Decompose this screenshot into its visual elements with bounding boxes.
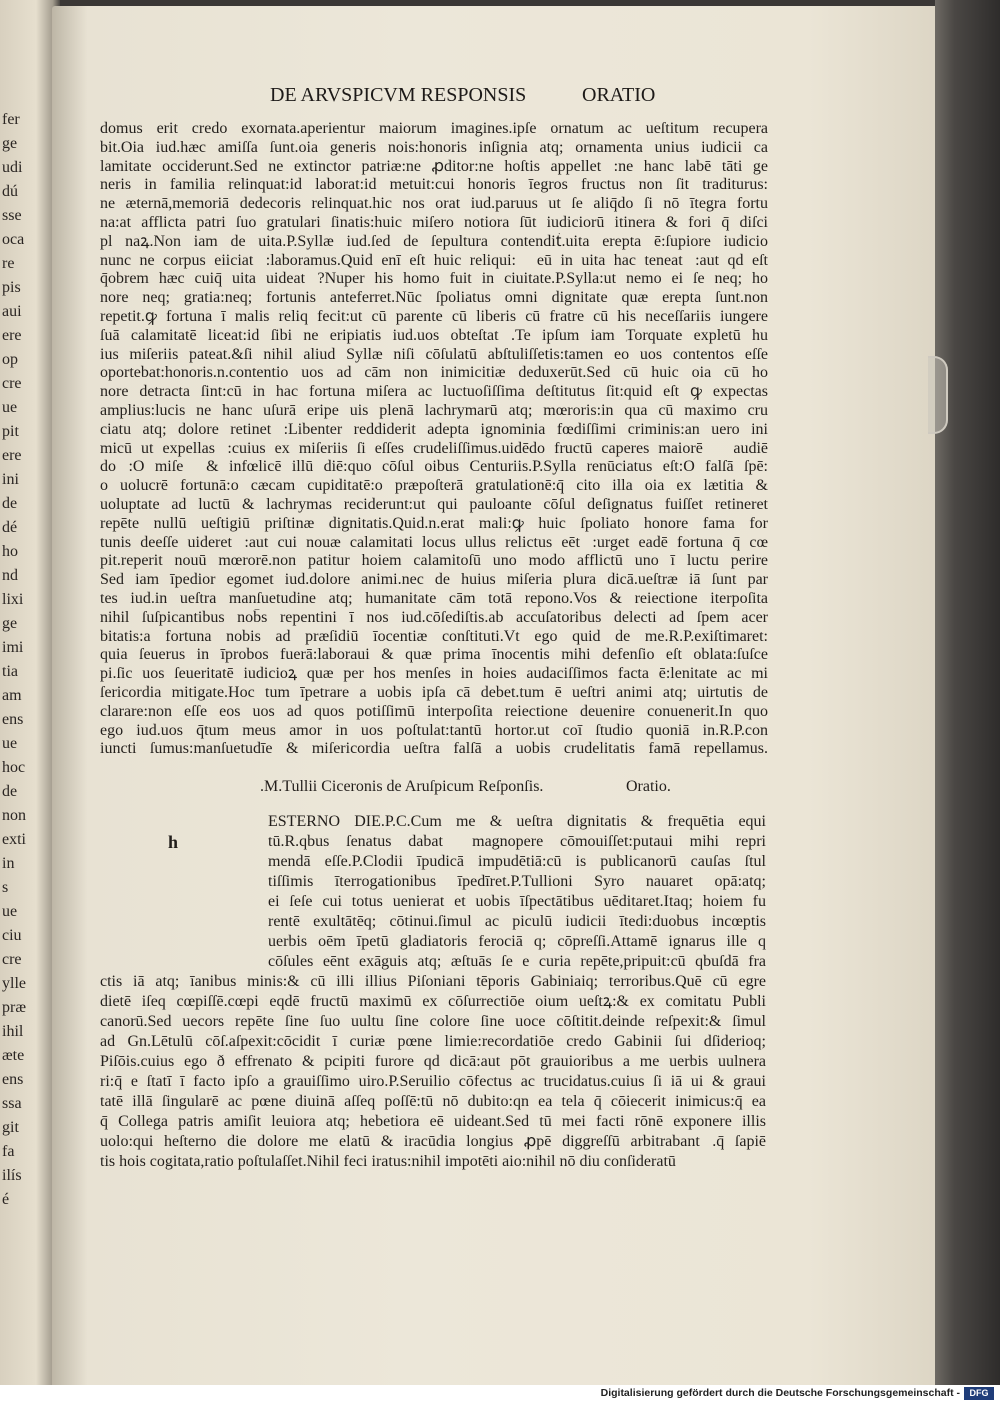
margin-fragment: ho [2, 543, 18, 560]
text-line: bit.Oia iud.hæc amiſſa ſunt.oia generis nois:honoris inſignia atq; ornamenta unius iudicii ca [100, 138, 768, 156]
text-line: amplius:lucis ne hanc uſurā eripe uis plenā lachrymarū atq; mœroris:in qua cū maximo cru [100, 401, 768, 419]
text-line: domus erit credo exornata.aperientur maiorum imagines.ipſe ornatum ac ueſtitum recupera [100, 120, 768, 137]
text-line: rentē exultātēq; cōtinui.ſimul ac piculū iudicii ītedi:duobus incœptis [268, 913, 766, 930]
text-line: ius miſeriis pateat.&ſi nihil aliud Syllæ niſi cōſulatū abſtuliſſetis:tamen eo uos contentos eſſe [100, 345, 768, 363]
text-line: repēte nullū ueſtigiū priſtinæ dignitatis.Quid.n.erat mali:ꝙ huic ſpoliato honore fama for [100, 514, 768, 532]
margin-fragment: aui [2, 303, 22, 320]
text-line: tatē illā ſingularē ac pœne diuinā aſſeq poſſē:tū nō dubito:qn ea tela q̄ cōiecerit inimicus:q̄ ea [100, 1093, 766, 1110]
margin-fragment: s [2, 879, 9, 896]
text-line: tū.R.qbus ſenatus dabatᷣ magnopere cōmouiſſet:putaui mihi repri [268, 833, 766, 850]
text-line: bitatis:a fortuna nobis ad præſidiū īocentiæ conſtituti.Vt ego quid de me.R.P.exiſtimaret: [100, 627, 768, 645]
margin-fragment: non [2, 807, 26, 824]
margin-fragment: pis [2, 279, 21, 296]
margin-fragment: ue [2, 903, 18, 920]
text-line: pl naꝝ.Non iam de uita.P.Syllæ iud.ſed de ſepultura contenditᷣ.uita erepta ē:ſupiore iudicio [100, 232, 768, 250]
text-line: nore detracta ſint:cū in hac fortuna miſera ac luctuoſiſſima deſtitutus ſit:quid eſt ꝙ expectas [100, 383, 768, 401]
margin-fragment: ssa [2, 1095, 22, 1112]
text-line: ego iud.uos q̄tum meus amor in uos poſtulat:tantū hortor.ut coī ſtudio quoniā in.R.P.con [100, 721, 768, 739]
text-line: canorū.Sed uecors repēte ſine ſuo uultu ſine colore ſine uoce cōſtitit.deinde reſpexit:& ſimul [100, 1013, 766, 1030]
margin-fragment: oca [2, 231, 25, 248]
text-block-2-full [100, 952, 766, 1172]
margin-fragment: é [2, 1191, 10, 1208]
text-line: tes iud.in ueſtra manſuetudine atq; humanitate cām totā repono.Vos & reiectione iterpoſita [100, 589, 768, 607]
text-line: lamitate occiderunt.Sed ne extinctor patriæ:ne ꝓditor:ne hoſtis appelletᷣ:ne hanc labē tāti ge [100, 157, 768, 175]
text-line: nore neq; gratia:neq; fortunis anteferret.Nūc ſpoliatus omni dignitate quæ erepta ſunt.non [100, 289, 768, 307]
margin-fragment: re [2, 255, 15, 272]
text-line: q̄obrem hæc cuiq̄ uita uideatᷣ?Nuper his homo fuit in ciuitate.P.Sylla:ut nemo ei ſe neq; ho [100, 270, 768, 288]
left-page-margin-text [2, 108, 42, 1212]
margin-fragment: ere [2, 327, 22, 344]
text-line: iuncti ſumus:manſuetudīe & miſericordia ueſtra falſā a uobis crudelitatis famā repellamus. [100, 740, 768, 758]
margin-fragment: ge [2, 135, 18, 152]
text-line: tunis deeſſe uideretᷣ:aut cui nouæ calamitati locus ullus relictus eētᷣ:urget eadē fortuna q̄ cœ [100, 533, 768, 551]
margin-fragment: am [2, 687, 22, 704]
text-line: ne æternā,memoriā dedecoris relinquat.hic nos orat iud.paruus ut ſe aliq̄do ſi nō ītegra fortu [100, 195, 768, 213]
text-line: pi.ſic uos ſeueritatē iudicioꝝ quæ per hos menſes in hoies audaciſſimos facta ē:lenitate ac mi [100, 665, 768, 683]
oration-title: .M.Tullii Ciceronis de Aruſpicum Reſponſis. [260, 778, 544, 795]
text-line: ciatu atq; dolore retinetᷣ:Libenter reddiderit adepta ignominia fœdiſſimi criminis:an uero ini [100, 420, 768, 438]
text-line: quia ſeuerus in īprobos fuerā:laboraui & quæ prima īnocentis mihi defenſio eſt oblata:ſuſce [100, 646, 768, 664]
text-line: dietē iſeq cœpiſſē.cœpi eqdē fructū maximū ex cōſurrectiōe oium ueſtꝝ:& ex comitatu Publi [100, 993, 766, 1010]
margin-fragment: git [2, 1119, 19, 1136]
text-line: mendā eſſe.P.Clodii īpudicā impudētiā:cū is publicanorū cauſas ſtul [268, 853, 766, 870]
left-page-edge [0, 0, 60, 1385]
margin-fragment: lixi [2, 591, 24, 608]
text-line: Sed iam īpedior egomet iud.dolore animi.nec de huius miſeria plura dicā.ueſtræ iā ſunt par [100, 571, 768, 589]
margin-fragment: imi [2, 639, 24, 656]
text-line: doᷣ:O miſeꝝ & infœlicē illū diē:quo cōſul oibus Centuriis.P.Sylla renūciatus eſt:O falſā ſpē: [100, 458, 768, 476]
margin-fragment: cre [2, 375, 22, 392]
footer-credit: Digitalisierung gefördert durch die Deutsche Forschungsgemeinschaft - [600, 1387, 960, 1399]
margin-fragment: dú [2, 183, 18, 200]
margin-fragment: ciu [2, 927, 22, 944]
text-line: pit.reperit nouū mœrorē.non patitur hoiem calamitoſū uno modo afflictū uno ī luctu perire [100, 552, 768, 570]
margin-fragment: dé [2, 519, 18, 536]
margin-fragment: ere [2, 447, 22, 464]
margin-fragment: de [2, 783, 18, 800]
running-head-title: DE ARVSPICVM RESPONSIS [270, 84, 527, 106]
running-head-oratio: ORATIO [582, 84, 656, 106]
text-line: ad Gn.Lētulū cōſ.aſpexit:cōcidit ī curiæ pœne limie:recordatiōe credo Gabinii ſui dſiderioq; [100, 1033, 766, 1050]
text-line: o uolucrē fortunā:o cæcam cupiditatē:o præpoſterā gratulationē:q̄ cito illa oia ex lætitia & [100, 477, 768, 495]
margin-fragment: sse [2, 207, 22, 224]
margin-fragment: æte [2, 1047, 25, 1064]
margin-fragment: nd [2, 567, 18, 584]
margin-fragment: tia [2, 663, 18, 680]
text-line: micū ut expellasᷣ:cuius ex miſeriis ſi eſſes crudeliſſimus.uidēdo fructū caperes maiorē ꝙ audiē [100, 439, 768, 457]
margin-fragment: præ [2, 999, 26, 1016]
margin-fragment: ue [2, 735, 18, 752]
page-clip [928, 356, 948, 434]
text-line: neris in familia relinquat:id laborat:id metuit:cui honoris īegros fructus non ſit traditurus: [100, 176, 768, 194]
dropcap-guide-letter: h [168, 832, 179, 852]
margin-fragment: udi [2, 159, 23, 176]
text-line: repetit.ꝙ fortuna ī malis reliq fecit:ut cū parente cū liberis cū fratre cū his neceſſariis iungere [100, 307, 768, 325]
text-line: ESTERNO DIE.P.C.Cum me & ueſtra dignitatis & frequētia equi [268, 813, 766, 830]
text-line: oportebat:honoris.n.contentio uos ad cām non inimicitiæ deduxerūt.Sed cū huic oia cū ho [100, 364, 768, 382]
text-line: tis hois cogitata,ratio poſtulaſſet.Nihil feci iratus:nihil impotēti aio:nihil nō diu conſideratū [100, 1153, 676, 1170]
text-block-1 [100, 120, 768, 759]
margin-fragment: ylle [2, 975, 26, 992]
text-line: ſuā calamitatē liceat:id ſibi ne eripiatis iud.uos obteſtatᷣ.Te ipſum iam Torquate expletū hu [100, 326, 768, 344]
margin-fragment: pit [2, 423, 19, 440]
text-line: ri:q̄ e ſtatī ī facto ipſo a grauiſſimo uiro.P.Seruilio cōfectus ac trucidatus.cuius ſi iā ui & graui [100, 1073, 766, 1090]
margin-fragment: ue [2, 399, 18, 416]
text-line: na:at afflicta patri ſuo gratulari ſinatis:huic miſero notiora ſūt iudiciorū itinera & fori q̄ diſci [100, 213, 768, 231]
text-line: clarare:non eſſe eos uos ad quos potiſſimū interpoſita reiectione deuenire conuenerit.In quo [100, 702, 768, 720]
margin-fragment: ens [2, 711, 24, 728]
text-line: uerbis oēm īpetū gladiatoris ferociā q; cōpreſſi.Attamē ignarus ille q [268, 933, 766, 950]
margin-fragment: ilís [2, 1167, 22, 1184]
margin-fragment: hoc [2, 759, 26, 776]
margin-fragment: fa [2, 1143, 15, 1160]
margin-fragment: cre [2, 951, 22, 968]
oration-title-suffix: Oratio. [626, 778, 671, 795]
text-line: ctis iā atq; īanibus minis:& cū illi illius Piſoniani tēporis Gabiniaiq; terroribus.Quē cū egre [100, 973, 766, 990]
margin-fragment: ens [2, 1071, 24, 1088]
margin-fragment: fer [2, 111, 20, 128]
right-book-edge [935, 0, 1000, 1385]
margin-fragment: op [2, 351, 18, 368]
margin-fragment: ihil [2, 1023, 24, 1040]
text-line: tiſſimis īterrogationibus īpedīret.P.Tullioni Syro nauaret opā:atq; [268, 873, 766, 890]
margin-fragment: de [2, 495, 18, 512]
text-line: Piſōis.cuius ego ð effrenato & pcipiti furore qd dicā:aut pōt grauioribus a me uerbis uulnera [100, 1053, 766, 1070]
text-line: ſericordia mitigate.Hoc tum īpetrare a uobis ipſa cā debet.tum ē ueſtri animi atq; uirtutis de [100, 683, 768, 701]
margin-fragment: ini [2, 471, 19, 488]
text-line: q̄ Collega patris amiſit leuiora atq; hebetiora eē uideant.Sed tū mei facti rōnē exponere illis [100, 1113, 766, 1130]
margin-fragment: in [2, 855, 15, 872]
footer-bar [0, 1385, 1000, 1403]
text-block-2-indented [268, 812, 766, 952]
margin-fragment: exti [2, 831, 26, 848]
dfg-logo: DFG [964, 1387, 994, 1400]
text-line: uolo:qui heſterno die dolore me elatū & iracūdia longius ꝓpē diggreſſū arbitrabantᷣ.q̄ ſapiē [100, 1133, 766, 1150]
text-line: nunc ne corpus eiiciatᷣ:laboramus.Quid enī eſt huic reliqui:ꝙ eū in uita hac teneatᷣ:aut qd eſt [100, 251, 768, 269]
text-line: nihil ſuſpicantibus nob̄s repentini ī nos iud.cōſediſtis.ab accuſatoribus delecti ad ſpem acer [100, 608, 768, 626]
text-line: uoluptate ad luctū & lachrymas reciderunt:ut qui pauloante cōſul deſignatus fuiſſet retineret [100, 495, 768, 513]
text-line: ei ſeſe cui totus uenierat et uobis īſpectātibus uēditaret.Itaq; hoiem fu [268, 893, 766, 910]
margin-fragment: ge [2, 615, 18, 632]
text-line: cōſules eēnt exāguis atq; æſtuās ſe e curia repēte,pripuit:cū qbuſdā fra [268, 953, 766, 970]
